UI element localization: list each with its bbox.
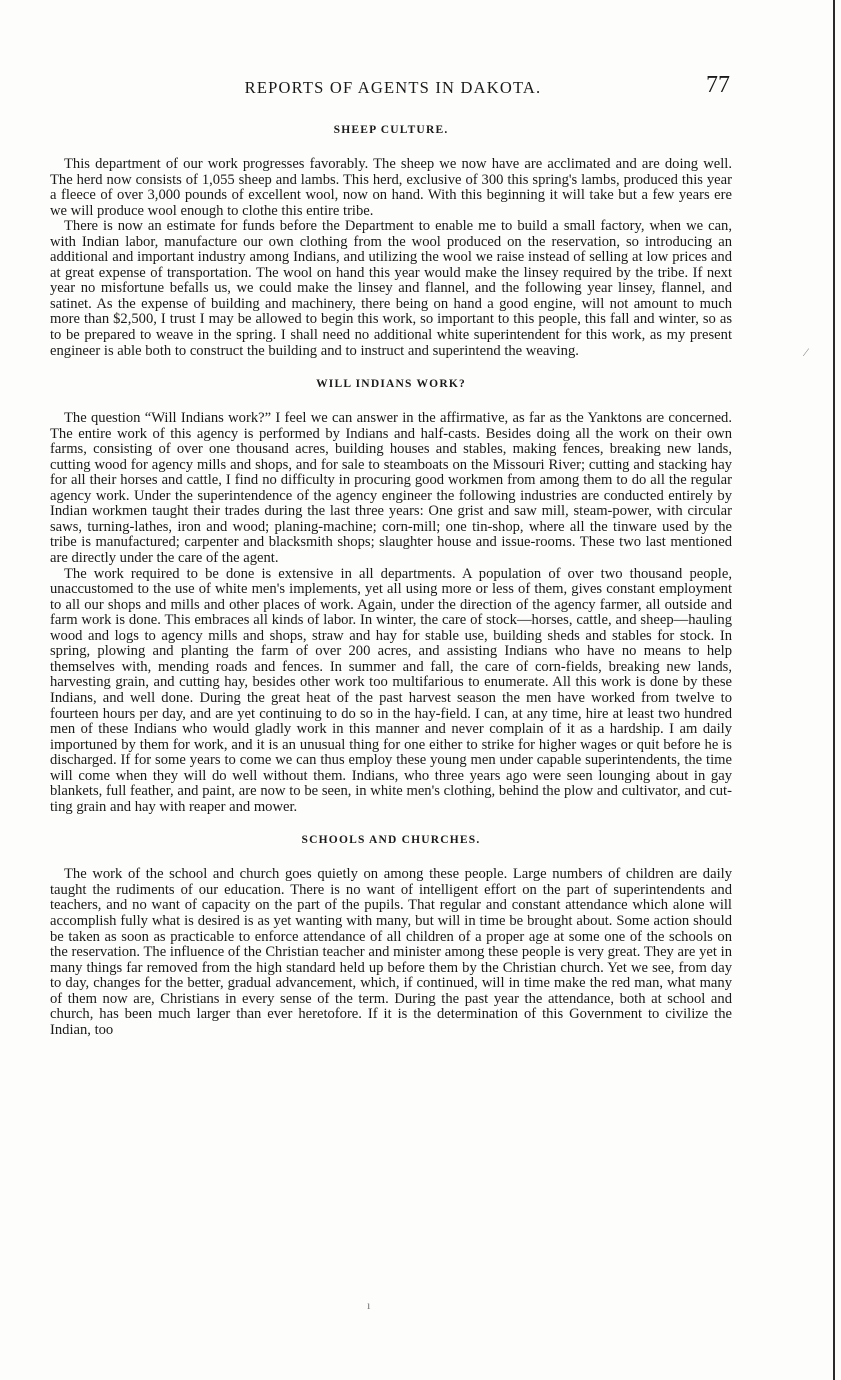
- page-header: [50, 72, 736, 102]
- section-will-indians-work: [50, 373, 732, 815]
- paragraph: The work of the school and church goes quietly on among these people. Large numbers of children are daily taught the rudiments of our education. There is no want of intelligent effort on the part of superintendents and teachers, and no want of capacity on the part of the pupils. That regular and constant attendance which alone will accomplish fully what is desired is as yet wanting with many, but will in time be brought about. Some action should be taken as soon as practicable to enforce attendance of all children of a proper age at some one of the schools on the reservation. The influence of the Christian teacher and minister among these people is very great. They are yet in many things far removed from the high standard held up before them by the Christian church. Yet we see, from day to day, changes for the better, gradual advancement, which, if continued, will in time make the red man, what many of them now are, Christians in every sense of the term. During the past year the attendance, both at school and church, has been much larger than ever heretofore. If it is the determination of this Government to civilize the Indian, too: [50, 866, 732, 1038]
- page-body: [50, 119, 732, 1052]
- section-heading: SHEEP CULTURE.: [333, 124, 449, 136]
- page-number: 77: [706, 72, 730, 98]
- margin-mark: ı: [367, 1298, 371, 1312]
- section-heading: SCHOOLS AND CHURCHES.: [301, 834, 481, 847]
- section-sheep-culture: [50, 119, 732, 359]
- running-title: REPORTS OF AGENTS IN DAKOTA.: [244, 78, 542, 97]
- section-schools-and-churches: [50, 829, 732, 1038]
- paragraph: The work required to be done is extensive in all departments. A population of over two thousand people, unaccustomed to the use of white men's implements, yet all using more or less of them, gives constant employment to all our shops and mills and other places of work. Again, under the direction of the agency farmer, all outside and farm work is done. This embraces all kinds of labor. In winter, the care of stock—horses, cattle, and sheep—hauling wood and logs to agency mills and shops, straw and hay for stable use, building sheds and stables for stock. In spring, plowing and planting the farm of over 200 acres, and assisting Indians who have no means to help themselves with, mending roads and fences. In summer and fall, the care of corn-fields, breaking new lands, harvesting grain, and cutting hay, besides other work too multifarious to enumerate. All this work is done by these Indians, and well done. During the great heat of the past harvest season the men have worked from twelve to fourteen hours per day, and are yet continuing to do so in the hay-field. I can, at any time, hire at least two hundred men of these Indians who would gladly work in this manner and never complain of it as a hardship. I am daily importuned by them for work, and it is an unusual thing for one either to strike for higher wages or quit before he is discharged. If for some years to come we can thus employ these young men under capable superintendents, the time will come when they will do well without them. Indians, who three years ago were seen lounging about in gay blankets, full feather, and paint, are now to be seen, in white men's clothing, behind the plow and cultivator, and cutting grain and hay with reaper and mower.: [50, 565, 732, 815]
- page-edge-line: [833, 0, 835, 1380]
- section-heading: WILL INDIANS WORK?: [316, 378, 466, 391]
- paragraph: This department of our work progresses favorably. The sheep we now have are acclimated and are doing well. The herd now consists of 1,055 sheep and lambs. This herd, exclusive of 300 this spring's lambs, produced this year a fleece of over 3,000 pounds of excellent wool, now on hand. With this beginning it will take but a few years ere we will produce wool enough to clothe this entire tribe.: [50, 156, 732, 219]
- paragraph: The question “Will Indians work?” I feel we can answer in the affirmative, as far as the Yanktons are concerned. The entire work of this agency is performed by Indians and half-casts. Besides doing all the work on their own farms, consisting of over one thousand acres, building houses and stables, making fences, breaking new lands, cutting wood for agency mills and shops, and for sale to steamboats on the Missouri River; cutting and stacking hay for all their horses and cattle, I find no difficulty in procuring good workmen from among them to do all the regular agency work. Under the superintendence of the agency engineer the following industries are conducted entirely by Indian workmen taught their trades during the last three years: One grist and saw mill, steam-power, with circular saws, turning-lathes, iron and wood; planing-machine; corn-mill; one tin-shop, where all the tinware used by the tribe is manufactured; carpenter and blacksmith shops; slaughter house and issue-rooms. These two last mentioned are directly under the care of the agent.: [50, 410, 732, 567]
- margin-mark: ⁄: [805, 345, 808, 359]
- paragraph: There is now an estimate for funds before the Department to enable me to build a small factory, when we can, with Indian labor, manufacture our own clothing from the wool produced on the reservation, so introducing an additional and important industry among Indians, and utilizing the wool we raise instead of selling at low prices and at great expense of transportation. The wool on hand this year would make the linsey required by the tribe. If next year no misfortune befalls us, we could make the linsey and flannel, and the following year linsey, flannel, and satinet. As the expense of building and machinery, there being on hand a good engine, will not amount to much more than $2,500, I trust I may be allowed to begin this work, so important to this people, this fall and winter, so as to be prepared to weave in the spring. I shall need no additional white superintendent for this work, as my present engineer is able both to construct the building and to instruct and superintend the weaving.: [50, 218, 732, 359]
